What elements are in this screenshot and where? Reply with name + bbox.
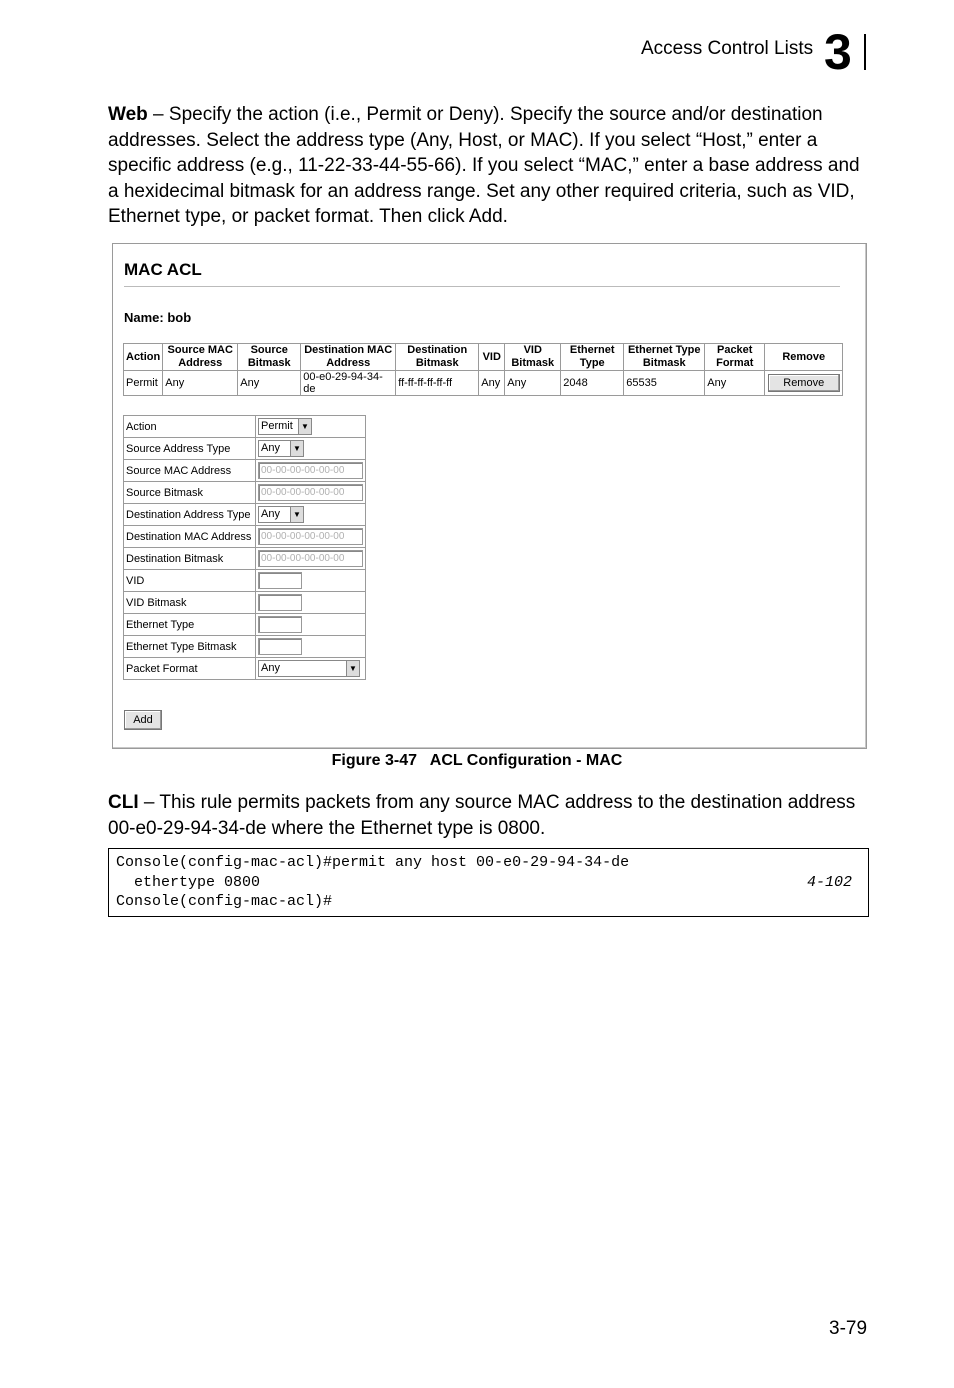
col-header: Ethernet Type Bitmask [624, 344, 705, 371]
cli-label: CLI [108, 792, 139, 813]
destination-type-select-value: Any [261, 508, 280, 520]
source-type-label: Source Address Type [124, 438, 256, 460]
source-bitmask-label: Source Bitmask [124, 482, 256, 504]
chevron-down-icon: ▼ [290, 441, 303, 456]
acl-rules-table [123, 343, 843, 396]
source-mac-input[interactable]: 00-00-00-00-00-00 [258, 462, 363, 479]
source-bitmask-input[interactable]: 00-00-00-00-00-00 [258, 484, 363, 501]
destination-mac-label: Destination MAC Address [124, 526, 256, 548]
title-divider [124, 286, 840, 287]
cli-code-block [108, 848, 869, 917]
form-row-dest-type [124, 504, 366, 526]
chevron-down-icon: ▼ [298, 419, 311, 434]
form-row-dest-bitmask [124, 548, 366, 570]
source-mac-cell [256, 460, 366, 482]
col-header: Ethernet Type [561, 344, 624, 371]
figure-caption: Figure 3-47 ACL Configuration - MAC [331, 752, 623, 769]
form-row-dest-mac [124, 526, 366, 548]
chevron-down-icon: ▼ [346, 661, 359, 676]
code-line-3: Console(config-mac-acl)# [116, 893, 333, 910]
cell-destination-bitmask: ff-ff-ff-ff-ff-ff [396, 371, 479, 396]
page-number: 3-79 [829, 1318, 868, 1339]
source-type-cell [256, 438, 366, 460]
col-header: Remove [765, 344, 843, 371]
form-row-source-type [124, 438, 366, 460]
destination-bitmask-cell [256, 548, 366, 570]
vid-input[interactable] [258, 572, 302, 589]
packet-format-select[interactable] [258, 660, 360, 677]
destination-mac-cell [256, 526, 366, 548]
mac-acl-screenshot [112, 243, 867, 749]
ethernet-type-cell [256, 614, 366, 636]
vid-bitmask-cell [256, 592, 366, 614]
col-header: Source Bitmask [238, 344, 301, 371]
ethernet-type-bitmask-label: Ethernet Type Bitmask [124, 636, 256, 658]
form-row-packet-format [124, 658, 366, 680]
source-mac-label: Source MAC Address [124, 460, 256, 482]
ethernet-type-bitmask-input[interactable] [258, 638, 302, 655]
vid-label: VID [124, 570, 256, 592]
cli-paragraph [108, 790, 868, 841]
table-row [124, 371, 843, 396]
form-row-source-mac [124, 460, 366, 482]
vid-bitmask-label: VID Bitmask [124, 592, 256, 614]
cli-text: – This rule permits packets from any source MAC address to the destination address 00-e0-29-94-34-de where the Ethernet type is 0800. [108, 792, 856, 839]
col-header: VID Bitmask [505, 344, 561, 371]
col-header: Action [124, 344, 163, 371]
source-bitmask-cell [256, 482, 366, 504]
ethernet-type-bitmask-cell [256, 636, 366, 658]
cell-ethernet-type: 2048 [561, 371, 624, 396]
ethernet-type-label: Ethernet Type [124, 614, 256, 636]
col-header: VID [479, 344, 505, 371]
chapter-rule [864, 34, 866, 70]
form-row-ethernet-type-bitmask [124, 636, 366, 658]
acl-name-label: Name: bob [124, 310, 192, 325]
vid-bitmask-input[interactable] [258, 594, 302, 611]
table-header-row [124, 344, 843, 371]
chapter-number: 3 [824, 24, 852, 80]
add-button[interactable]: Add [124, 710, 162, 730]
action-cell [256, 416, 366, 438]
col-header: Destination MAC Address [301, 344, 396, 371]
section-title: Access Control Lists [641, 38, 814, 59]
col-header: Source MAC Address [163, 344, 238, 371]
cell-action: Permit [124, 371, 163, 396]
form-row-vid-bitmask [124, 592, 366, 614]
cell-vid-bitmask: Any [505, 371, 561, 396]
cell-destination-mac: 00-e0-29-94-34-de [301, 371, 396, 396]
web-text: – Specify the action (i.e., Permit or Deny). Specify the source and/or destination addresses. Select the address type (Any, Host, or MAC). If you select “Host,” enter a specific address (e.g., 11-22-33-44-55-66). If you select “MAC,” enter a base address and a hexidecimal bitmask for an address range. Set any other required criteria, such as VID, Ethernet type, or packet format. Then click Add. [108, 104, 860, 227]
source-type-select-value: Any [261, 442, 280, 454]
action-label: Action [124, 416, 256, 438]
code-line-2: ethertype 0800 [116, 873, 261, 891]
ethernet-type-input[interactable] [258, 616, 302, 633]
destination-mac-input[interactable]: 00-00-00-00-00-00 [258, 528, 363, 545]
packet-format-select-value: Any [261, 662, 280, 674]
action-select[interactable] [258, 418, 312, 435]
acl-rule-form [123, 415, 366, 680]
destination-bitmask-input[interactable]: 00-00-00-00-00-00 [258, 550, 363, 567]
form-row-ethernet-type [124, 614, 366, 636]
cell-ethernet-type-bitmask: 65535 [624, 371, 705, 396]
form-row-action [124, 416, 366, 438]
mac-acl-title: MAC ACL [124, 260, 202, 279]
cell-vid: Any [479, 371, 505, 396]
command-reference-page: 4-102 [806, 873, 852, 891]
form-row-vid [124, 570, 366, 592]
web-label: Web [108, 104, 148, 125]
form-row-source-bitmask [124, 482, 366, 504]
cell-source-mac: Any [163, 371, 238, 396]
chevron-down-icon: ▼ [290, 507, 303, 522]
packet-format-label: Packet Format [124, 658, 256, 680]
cell-packet-format: Any [705, 371, 765, 396]
packet-format-cell [256, 658, 366, 680]
destination-type-select[interactable] [258, 506, 304, 523]
source-type-select[interactable] [258, 440, 304, 457]
destination-bitmask-label: Destination Bitmask [124, 548, 256, 570]
destination-type-cell [256, 504, 366, 526]
remove-button[interactable]: Remove [768, 374, 840, 392]
vid-cell [256, 570, 366, 592]
destination-type-label: Destination Address Type [124, 504, 256, 526]
action-select-value: Permit [261, 420, 293, 432]
web-paragraph [108, 102, 868, 230]
col-header: Destination Bitmask [396, 344, 479, 371]
cell-remove [765, 371, 843, 396]
code-line-1: Console(config-mac-acl)#permit any host 00-e0-29-94-34-de [116, 854, 630, 871]
cell-source-bitmask: Any [238, 371, 301, 396]
col-header: Packet Format [705, 344, 765, 371]
